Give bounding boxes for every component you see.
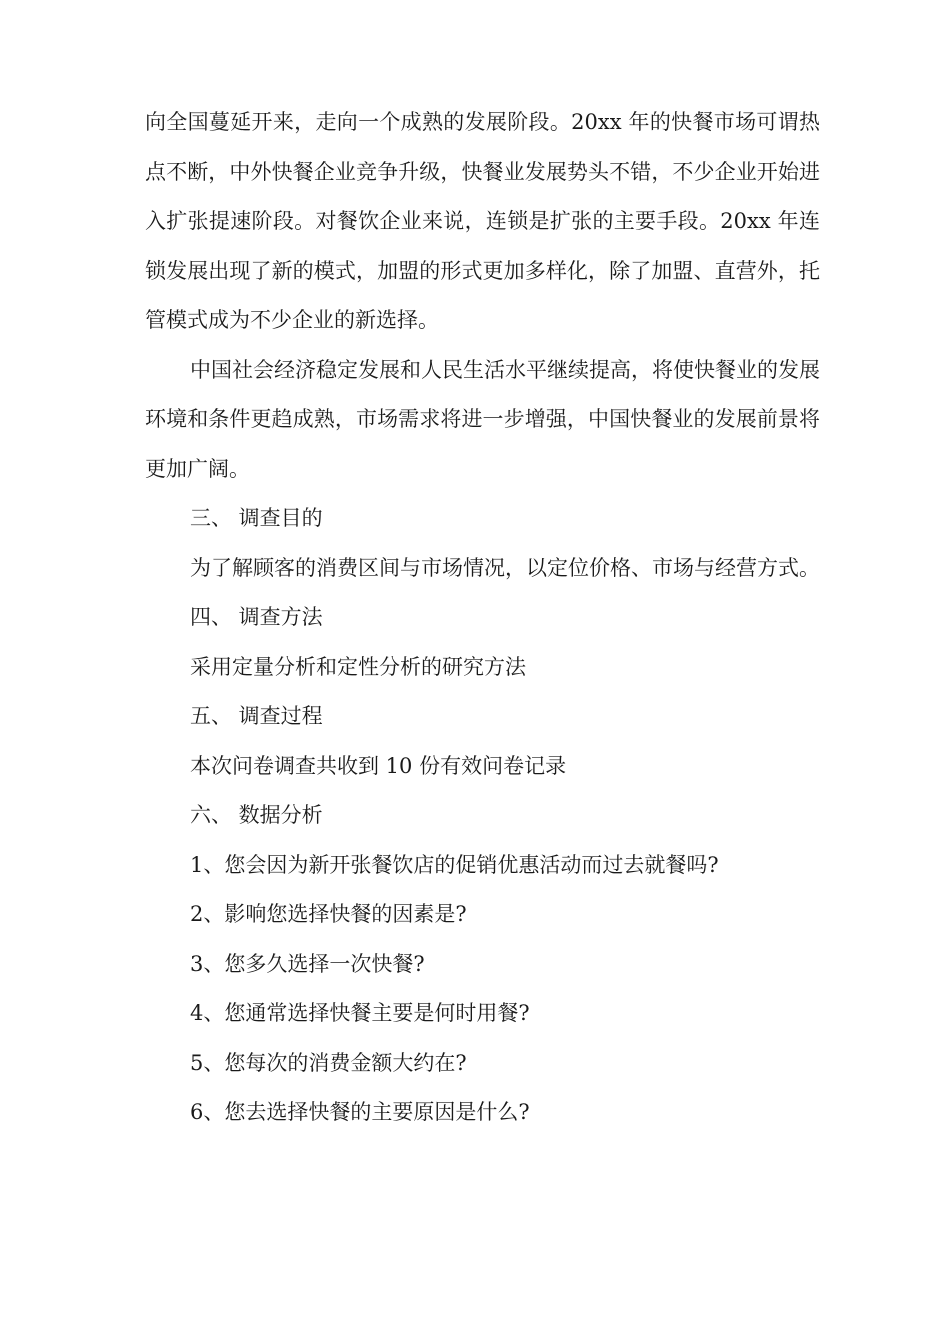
section-heading-method: 四、 调查方法 [190,605,323,629]
paragraph-market-trend: 向全国蔓延开来，走向一个成熟的发展阶段。20xx 年的快餐市场可谓热点不断，中外快餐企业竞争升级，快餐业发展势头不错，不少企业开始进入扩张提速阶段。对餐饮企业来说，连锁是扩张的主要手段。20xx 年连锁发展出现了新的模式，加盟的形式更加多样化，除了加盟、直营外，托管模式成为不少企业的新选择。 [145,110,820,332]
question-item: 3、您多久选择一次快餐? [190,951,425,976]
section-heading-process: 五、 调查过程 [190,704,323,728]
paragraph-method: 采用定量分析和定性分析的研究方法 [190,654,526,679]
paragraph-outlook: 中国社会经济稳定发展和人民生活水平继续提高，将使快餐业的发展环境和条件更趋成熟，市场需求将进一步增强，中国快餐业的发展前景将更加广阔。 [145,357,820,481]
paragraph-purpose: 为了解顾客的消费区间与市场情况，以定位价格、市场与经营方式。 [190,555,820,580]
question-item: 5、您每次的消费金额大约在? [190,1050,467,1075]
section-heading-purpose: 三、 调查目的 [190,506,323,530]
document-body [145,98,820,1138]
section-heading-analysis: 六、 数据分析 [190,803,323,827]
question-item: 1、您会因为新开张餐饮店的促销优惠活动而过去就餐吗? [190,852,719,877]
question-item: 4、您通常选择快餐主要是何时用餐? [190,1001,530,1025]
paragraph-process: 本次问卷调查共收到 10 份有效问卷记录 [190,753,567,778]
question-item: 2、影响您选择快餐的因素是? [190,902,467,926]
question-item: 6、您去选择快餐的主要原因是什么? [190,1100,530,1124]
